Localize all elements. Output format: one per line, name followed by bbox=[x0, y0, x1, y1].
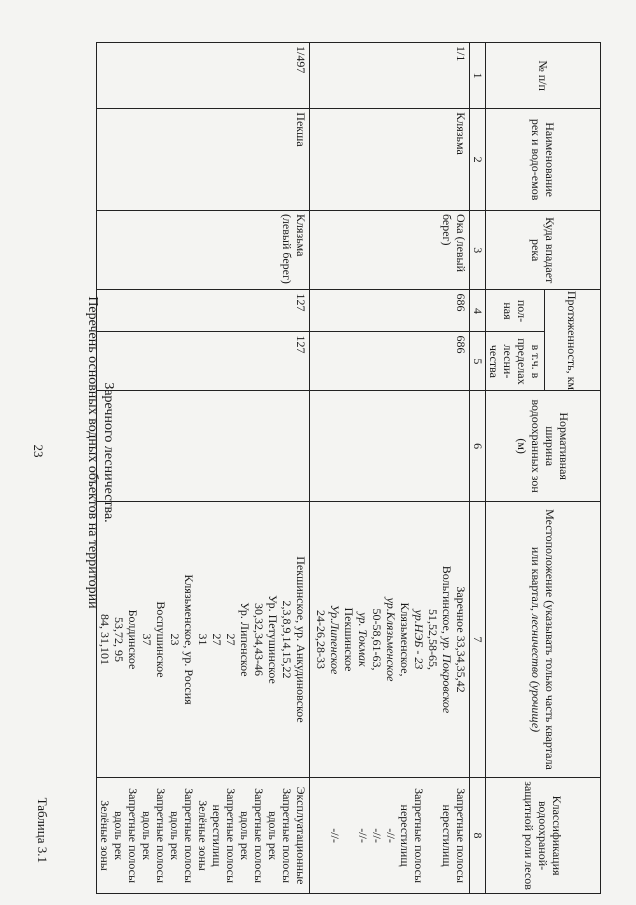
length-full: 686 bbox=[310, 290, 470, 332]
location-cell bbox=[97, 501, 310, 777]
table-row bbox=[97, 43, 310, 894]
location-line: 27 bbox=[224, 633, 238, 646]
classification-line: Запретные полосы bbox=[454, 788, 468, 884]
classification-cell bbox=[97, 778, 310, 894]
column-number-row bbox=[470, 43, 486, 894]
header-length-group: Протяженность, км bbox=[545, 290, 601, 391]
location-line: Клязьменское, ур. Россия bbox=[182, 574, 196, 705]
river-name: Клязьма bbox=[310, 109, 470, 211]
header-row-1 bbox=[545, 43, 601, 894]
classification-line: -//- bbox=[328, 828, 342, 843]
header-location-main: Местоположение (указывать только часть квартала или квартал, bbox=[529, 509, 557, 770]
location-text-italic: ур. Покровское bbox=[440, 636, 454, 714]
location-line: 23 bbox=[168, 633, 182, 646]
column-number: 1 bbox=[470, 43, 486, 109]
header-name: Наименование рек и водо-емов bbox=[486, 109, 601, 211]
location-line: 84, 31,101 bbox=[98, 613, 112, 665]
location-line: ур.НЭБ - 23 bbox=[412, 609, 426, 670]
classification-line: -//- bbox=[356, 828, 370, 843]
flows-into: Ока (левый берег) bbox=[310, 210, 470, 290]
location-line: 37 bbox=[140, 633, 154, 646]
classification-line: Запретные полосы bbox=[182, 788, 196, 884]
classification-line: Запретные полосы bbox=[126, 788, 140, 884]
location-text: Вольгинское, bbox=[440, 565, 454, 637]
classification-line: Запретные полосы bbox=[252, 788, 266, 884]
classification-line: -//- bbox=[370, 828, 384, 843]
classification-line: нерестилищ bbox=[398, 804, 412, 867]
water-objects-table bbox=[96, 42, 601, 894]
classification-line: вдоль рек bbox=[140, 811, 154, 861]
location-line: 50-58,61-63, bbox=[370, 608, 384, 671]
column-number: 3 bbox=[470, 210, 486, 290]
location-line: 51,52,58-65, bbox=[426, 608, 440, 670]
row-num: 1/497 bbox=[97, 43, 310, 109]
column-number: 7 bbox=[470, 501, 486, 777]
classification-line: Запретные полосы bbox=[154, 788, 168, 884]
location-line: Пекшинское, ур. Анкудиновское bbox=[294, 556, 308, 723]
classification-line: вдоль рек bbox=[238, 811, 252, 861]
location-line: Ур.Липенское bbox=[328, 604, 342, 675]
header-width: Нормативная ширина водоохранных зон (м) bbox=[486, 391, 601, 501]
location-line: Болдинское bbox=[126, 609, 140, 670]
classification-cell bbox=[310, 778, 470, 894]
location-line: Ур. Липенское bbox=[238, 602, 252, 677]
row-num: 1/1 bbox=[310, 43, 470, 109]
location-line: Воспушинское bbox=[154, 601, 168, 678]
location-line: 31 bbox=[196, 633, 210, 646]
classification-line: вдоль рек bbox=[112, 811, 126, 861]
classification-line: Запретные полосы bbox=[224, 788, 238, 884]
classification-line: вдоль рек bbox=[168, 811, 182, 861]
location-line: 27 bbox=[210, 633, 224, 646]
protection-width bbox=[97, 391, 310, 501]
location-line: Ур. Петушинское bbox=[266, 595, 280, 684]
location-line: ур.Клязьменское bbox=[384, 597, 398, 682]
protection-width bbox=[310, 391, 470, 501]
location-line bbox=[440, 505, 454, 774]
location-line: 53,72, 95 bbox=[112, 616, 126, 662]
location-line: 30,32,34,43-46 bbox=[252, 602, 266, 676]
page-number: 23 bbox=[31, 444, 46, 458]
classification-line: Зелёные зоны bbox=[98, 800, 112, 871]
classification-line: -//- bbox=[384, 828, 398, 843]
river-name: Пекша bbox=[97, 109, 310, 211]
location-line: 2,3,8,9,14,15,22 bbox=[280, 600, 294, 679]
header-within: в т.ч. в пределах лесни-чества bbox=[486, 332, 545, 391]
column-number: 2 bbox=[470, 109, 486, 211]
location-line: Пекшинское bbox=[342, 607, 356, 672]
header-location-italic: лесничество (урочище) bbox=[529, 613, 543, 733]
location-line: 24-26,28-33 bbox=[314, 609, 328, 669]
location-line: Заречное 33,34,35,42 bbox=[454, 586, 468, 693]
classification-line: нерестилищ bbox=[440, 804, 454, 867]
table-row bbox=[310, 43, 470, 894]
classification-line: Запретные полосы bbox=[280, 788, 294, 884]
header-location bbox=[486, 501, 601, 777]
location-line: ур. Токмак bbox=[356, 612, 370, 667]
location-cell bbox=[310, 501, 470, 777]
header-classification: Классификация водоохраной-защитной роли лесов bbox=[486, 778, 601, 894]
classification-line: Запретные полосы bbox=[412, 788, 426, 884]
classification-line: нерестилищ bbox=[210, 804, 224, 867]
classification-line bbox=[426, 781, 440, 890]
header-full: пол-ная bbox=[486, 290, 545, 332]
table-label: Таблица 3.1 bbox=[35, 797, 50, 863]
header-into: Куда впадает река bbox=[486, 210, 601, 290]
column-number: 5 bbox=[470, 332, 486, 391]
length-full: 127 bbox=[97, 290, 310, 332]
length-within: 127 bbox=[97, 332, 310, 391]
location-line: Клязьменское, bbox=[398, 602, 412, 677]
classification-line: Зелёные зоны bbox=[196, 800, 210, 871]
column-number: 8 bbox=[470, 778, 486, 894]
table-title-line1: Перечень основных водных объектов на территории bbox=[85, 296, 100, 609]
classification-line: Эксплуатационные bbox=[294, 786, 308, 885]
header-num: № п/п bbox=[486, 43, 601, 109]
length-within: 686 bbox=[310, 332, 470, 391]
classification-line: вдоль рек bbox=[266, 811, 280, 861]
table-title-line2: Заречного лесничества. bbox=[101, 382, 116, 523]
column-number: 4 bbox=[470, 290, 486, 332]
classification-line bbox=[342, 781, 356, 890]
column-number: 6 bbox=[470, 391, 486, 501]
flows-into: Клязьма (левый берег) bbox=[97, 210, 310, 290]
